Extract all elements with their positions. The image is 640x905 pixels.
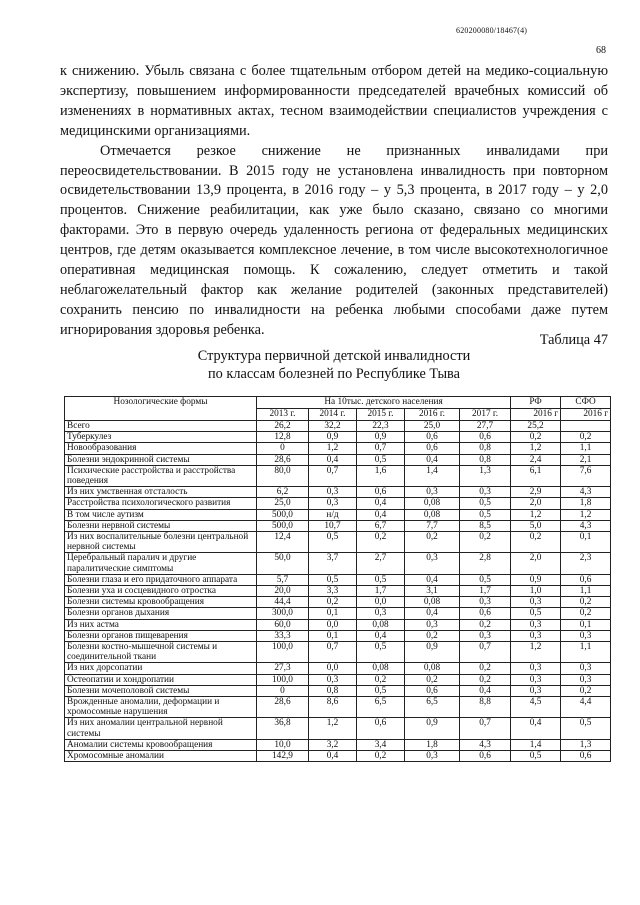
- table-cell: 1,2: [511, 443, 561, 454]
- table-row: [65, 454, 611, 465]
- table-cell: 0,4: [357, 630, 405, 641]
- table-cell: 1,0: [511, 586, 561, 597]
- header-sfo: СФО: [561, 397, 611, 409]
- table-cell: 8,5: [460, 520, 511, 531]
- row-label: Из них воспалительные болезни центральной нервной системы: [65, 532, 257, 553]
- table-cell: 0,8: [460, 443, 511, 454]
- table-row: [65, 432, 611, 443]
- table-cell: 1,6: [357, 465, 405, 486]
- table-row: [65, 498, 611, 509]
- paragraph-2: Отмечается резкое снижение не признанных инвалидами при переосвидетельствовании. В 2015 году не установлена инвалидность при повторном освидетельствовании 13,9 процента, в 2016 году – у 5,3 процента, в 2017 году – у 2,0 процентов. Снижение реабилитации, как уже было сказано, связано со многими факторами. Это в первую очередь удаленность региона от федеральных медицинских центров, где детям оказывается комплексное лечение, в том числе высокотехнологичное оперативная медицинская помощь. К сожалению, следует отметить и такой неблагожелательный фактор как желание родителей (законных представителей) сохранить пенсию по инвалидности на ребенка любыми способами даже путем игнорирования здоровья ребенка.: [60, 142, 608, 338]
- table-row: [65, 574, 611, 585]
- table-cell: 20,0: [257, 586, 309, 597]
- table-cell: 0,0: [357, 597, 405, 608]
- table-cell: 0,2: [561, 608, 611, 619]
- table-cell: 0: [257, 443, 309, 454]
- table-cell: 1,3: [460, 465, 511, 486]
- header-nosology: Нозологические формы: [65, 397, 257, 421]
- table-row: [65, 443, 611, 454]
- table-cell: 100,0: [257, 674, 309, 685]
- table-cell: 0,08: [405, 509, 460, 520]
- table-cell: 6,5: [357, 697, 405, 718]
- table-cell: 0,6: [405, 685, 460, 696]
- header-rf-year: 2016 г: [511, 409, 561, 421]
- table-cell: 0,2: [309, 597, 357, 608]
- table-cell: 3,3: [309, 586, 357, 597]
- table-cell: 0,2: [405, 532, 460, 553]
- table-cell: 80,0: [257, 465, 309, 486]
- row-label: Туберкулез: [65, 432, 257, 443]
- table-cell: 0,7: [357, 443, 405, 454]
- row-label: Болезни органов пищеварения: [65, 630, 257, 641]
- table-cell: 0,6: [405, 432, 460, 443]
- table-cell: 0,2: [460, 532, 511, 553]
- table-cell: 0,7: [309, 642, 357, 663]
- page-number: 68: [596, 45, 606, 56]
- table-cell: 0,4: [405, 454, 460, 465]
- table-cell: 0,2: [561, 597, 611, 608]
- disability-structure-table: [64, 396, 611, 762]
- header-year: 2016 г.: [405, 409, 460, 421]
- table-title-line-1: Структура первичной детской инвалидности: [197, 348, 471, 364]
- table-cell: 4,3: [561, 487, 611, 498]
- table-body: [65, 421, 611, 762]
- table-cell: 1,8: [561, 498, 611, 509]
- table-cell: 0,4: [309, 454, 357, 465]
- header-year: 2015 г.: [357, 409, 405, 421]
- table-cell: 6,5: [405, 697, 460, 718]
- table-cell: 12,8: [257, 432, 309, 443]
- table-row: [65, 718, 611, 739]
- table-cell: 0,3: [511, 619, 561, 630]
- table-cell: 0,6: [561, 751, 611, 762]
- table-header-row-1: [65, 397, 611, 409]
- table-cell: 0,08: [405, 663, 460, 674]
- table-cell: 1,2: [309, 718, 357, 739]
- table-cell: 0,6: [460, 751, 511, 762]
- table-cell: 0,3: [405, 487, 460, 498]
- table-row: [65, 532, 611, 553]
- table-cell: 0,6: [357, 487, 405, 498]
- table-cell: 0,6: [561, 574, 611, 585]
- table-cell: 0,3: [405, 751, 460, 762]
- table-cell: 0,7: [460, 718, 511, 739]
- table-row: [65, 465, 611, 486]
- table-row: [65, 487, 611, 498]
- table-cell: 0,2: [405, 630, 460, 641]
- table-row: [65, 553, 611, 574]
- table-cell: 28,6: [257, 697, 309, 718]
- table-cell: 0,3: [405, 553, 460, 574]
- table-cell: 0,6: [357, 718, 405, 739]
- table-cell: 0,8: [460, 454, 511, 465]
- table-cell: 0,6: [460, 608, 511, 619]
- table-cell: 25,0: [405, 421, 460, 432]
- table-cell: 1,3: [561, 739, 611, 750]
- table-cell: 3,2: [309, 739, 357, 750]
- table-cell: 7,6: [561, 465, 611, 486]
- table-cell: 0,6: [405, 443, 460, 454]
- table-cell: 0,6: [460, 432, 511, 443]
- table-cell: 0,4: [357, 509, 405, 520]
- table-row: [65, 619, 611, 630]
- table-cell: 0,3: [460, 630, 511, 641]
- table-cell: 0,8: [309, 685, 357, 696]
- table-cell: 4,5: [511, 697, 561, 718]
- table-cell: 6,7: [357, 520, 405, 531]
- table-row: [65, 697, 611, 718]
- table-row: [65, 674, 611, 685]
- document-id: 620200080/18467(4): [456, 26, 528, 35]
- table-cell: 27,7: [460, 421, 511, 432]
- table-cell: 3,7: [309, 553, 357, 574]
- header-year: 2017 г.: [460, 409, 511, 421]
- table-cell: 0,7: [309, 465, 357, 486]
- row-label: Болезни глаза и его придаточного аппарата: [65, 574, 257, 585]
- row-label: Расстройства психологического развития: [65, 498, 257, 509]
- header-rf: РФ: [511, 397, 561, 409]
- table-cell: 0,3: [309, 487, 357, 498]
- row-label: Болезни эндокринной системы: [65, 454, 257, 465]
- table-cell: 0,3: [561, 663, 611, 674]
- table-cell: 0,4: [405, 574, 460, 585]
- row-label: Из них умственная отсталость: [65, 487, 257, 498]
- table-cell: н/д: [309, 509, 357, 520]
- table-cell: 3,4: [357, 739, 405, 750]
- header-year: 2014 г.: [309, 409, 357, 421]
- table-row: [65, 520, 611, 531]
- table-cell: 0,4: [309, 751, 357, 762]
- table-row: [65, 751, 611, 762]
- table-cell: 2,8: [460, 553, 511, 574]
- table-cell: 0,1: [309, 630, 357, 641]
- table-cell: 0,3: [511, 674, 561, 685]
- table-cell: 1,7: [460, 586, 511, 597]
- table-cell: 1,8: [405, 739, 460, 750]
- table-cell: 500,0: [257, 509, 309, 520]
- table-row: [65, 608, 611, 619]
- table-cell: 1,7: [357, 586, 405, 597]
- table-cell: 10,7: [309, 520, 357, 531]
- table-cell: 0,2: [460, 663, 511, 674]
- row-label: Новообразования: [65, 443, 257, 454]
- row-label: Болезни мочеполовой системы: [65, 685, 257, 696]
- table-cell: 0,3: [561, 674, 611, 685]
- row-label: Врожденные аномалии, деформации и хромосомные нарушения: [65, 697, 257, 718]
- table-cell: 1,1: [561, 443, 611, 454]
- table-cell: 0,1: [561, 619, 611, 630]
- table-cell: 1,2: [561, 509, 611, 520]
- table-cell: 4,4: [561, 697, 611, 718]
- table-cell: 0,9: [405, 718, 460, 739]
- table-cell: 3,1: [405, 586, 460, 597]
- table-cell: 5,0: [511, 520, 561, 531]
- row-label: Из них астма: [65, 619, 257, 630]
- table-cell: 5,7: [257, 574, 309, 585]
- table-row: [65, 586, 611, 597]
- table-label: Таблица 47: [539, 332, 608, 348]
- table-cell: 8,6: [309, 697, 357, 718]
- row-label: Хромосомные аномалии: [65, 751, 257, 762]
- table-cell: 0,4: [357, 498, 405, 509]
- table-cell: 0,08: [357, 663, 405, 674]
- table-cell: 0,3: [561, 630, 611, 641]
- table-cell: 0,5: [357, 642, 405, 663]
- table-cell: 0,0: [309, 663, 357, 674]
- table-cell: 50,0: [257, 553, 309, 574]
- row-label: Церебральный паралич и другие паралитические симптомы: [65, 553, 257, 574]
- table-cell: 12,4: [257, 532, 309, 553]
- table-cell: 0,5: [357, 454, 405, 465]
- row-label: Остеопатии и хондропатии: [65, 674, 257, 685]
- table-cell: 0,1: [309, 608, 357, 619]
- table-cell: 300,0: [257, 608, 309, 619]
- row-label: Болезни костно-мышечной системы и соединительной ткани: [65, 642, 257, 663]
- table-row: [65, 630, 611, 641]
- row-label: Болезни уха и сосцевидного отростка: [65, 586, 257, 597]
- table-cell: 0,5: [460, 574, 511, 585]
- table-cell: 0,08: [405, 498, 460, 509]
- table-cell: 0,5: [511, 608, 561, 619]
- row-label: Из них дорсопатии: [65, 663, 257, 674]
- table-cell: 22,3: [357, 421, 405, 432]
- table-cell: 0,5: [460, 509, 511, 520]
- table-cell: 2,1: [561, 454, 611, 465]
- table-cell: 0,3: [511, 597, 561, 608]
- table-row: [65, 509, 611, 520]
- table-cell: 27,3: [257, 663, 309, 674]
- table-cell: 36,8: [257, 718, 309, 739]
- table-cell: 60,0: [257, 619, 309, 630]
- table-row: [65, 597, 611, 608]
- table-cell: 8,8: [460, 697, 511, 718]
- table-cell: 500,0: [257, 520, 309, 531]
- table-cell: 0,4: [511, 718, 561, 739]
- table-cell: 0,0: [309, 619, 357, 630]
- paragraph-1: к снижению. Убыль связана с более тщательным отбором детей на медико-социальную экспертизу, повышением информированности председателей врачебных комиссий об изменениях в нормативных актах, тесном взаимодействии специалистов учреждения с медицинскими организациями.: [60, 63, 608, 139]
- table-cell: 0,5: [357, 574, 405, 585]
- header-sfo-year: 2016 г: [561, 409, 611, 421]
- table-cell: 0,2: [357, 751, 405, 762]
- table-cell: 4,3: [561, 520, 611, 531]
- table-cell: 1,2: [511, 509, 561, 520]
- table-cell: 0,1: [561, 532, 611, 553]
- row-label: В том числе аутизм: [65, 509, 257, 520]
- table-cell: 0,2: [460, 674, 511, 685]
- table-cell: 142,9: [257, 751, 309, 762]
- table-cell: 0,9: [405, 642, 460, 663]
- table-cell: 0,4: [460, 685, 511, 696]
- table-cell: 6,2: [257, 487, 309, 498]
- table-cell: 2,0: [511, 553, 561, 574]
- table-cell: 1,1: [561, 586, 611, 597]
- row-label: Всего: [65, 421, 257, 432]
- table-cell: 0,2: [511, 532, 561, 553]
- table-cell: 0,2: [405, 674, 460, 685]
- table-cell: 0,5: [460, 498, 511, 509]
- table-cell: 4,3: [460, 739, 511, 750]
- table-cell: 0,3: [460, 487, 511, 498]
- table-cell: 0,5: [309, 574, 357, 585]
- table-cell: 6,1: [511, 465, 561, 486]
- table-cell: 2,3: [561, 553, 611, 574]
- table-row: [65, 685, 611, 696]
- row-label: Болезни органов дыхания: [65, 608, 257, 619]
- table-cell: 1,1: [561, 642, 611, 663]
- table-cell: 0,2: [460, 619, 511, 630]
- table-row: [65, 642, 611, 663]
- row-label: Аномалии системы кровообращения: [65, 739, 257, 750]
- table-cell: 0,5: [511, 751, 561, 762]
- table-row: [65, 421, 611, 432]
- table-cell: 0,08: [405, 597, 460, 608]
- table-cell: 0,3: [405, 619, 460, 630]
- table-cell: 0,3: [309, 498, 357, 509]
- table-cell: 0,3: [460, 597, 511, 608]
- table-cell: 0,9: [511, 574, 561, 585]
- table-cell: 25,0: [257, 498, 309, 509]
- table-cell: 10,0: [257, 739, 309, 750]
- table-cell: 0,2: [357, 532, 405, 553]
- table-row: [65, 739, 611, 750]
- row-label: Из них аномалии центральной нервной системы: [65, 718, 257, 739]
- row-label: Болезни системы кровообращения: [65, 597, 257, 608]
- table-cell: 0,7: [460, 642, 511, 663]
- table-cell: 32,2: [309, 421, 357, 432]
- table-cell: 44,4: [257, 597, 309, 608]
- table-cell: 1,4: [511, 739, 561, 750]
- table-cell: 0,5: [561, 718, 611, 739]
- table-title: [60, 347, 608, 383]
- table-cell: 0,9: [309, 432, 357, 443]
- table-row: [65, 663, 611, 674]
- table-cell: 0,2: [357, 674, 405, 685]
- table-cell: 0,3: [511, 685, 561, 696]
- table-cell: 7,7: [405, 520, 460, 531]
- table-cell: 26,2: [257, 421, 309, 432]
- table-cell: 0: [257, 685, 309, 696]
- table-cell: 0,9: [357, 432, 405, 443]
- table-cell: 25,2: [511, 421, 561, 432]
- table-cell: 0,08: [357, 619, 405, 630]
- table-cell: 0,3: [309, 674, 357, 685]
- table-cell: 0,4: [405, 608, 460, 619]
- table-cell: 100,0: [257, 642, 309, 663]
- table-title-line-2: по классам болезней по Республике Тыва: [208, 366, 460, 382]
- table-cell: [561, 421, 611, 432]
- table-cell: 1,2: [309, 443, 357, 454]
- table-cell: 0,5: [309, 532, 357, 553]
- body-text: [60, 62, 608, 341]
- table-cell: 2,9: [511, 487, 561, 498]
- table-cell: 28,6: [257, 454, 309, 465]
- table-cell: 1,4: [405, 465, 460, 486]
- row-label: Психические расстройства и расстройства поведения: [65, 465, 257, 486]
- table-cell: 0,2: [561, 685, 611, 696]
- table-cell: 2,4: [511, 454, 561, 465]
- table-cell: 0,3: [357, 608, 405, 619]
- header-year: 2013 г.: [257, 409, 309, 421]
- header-group: На 10тыс. детского населения: [257, 397, 511, 409]
- table-cell: 2,0: [511, 498, 561, 509]
- table-cell: 0,3: [511, 663, 561, 674]
- table-cell: 0,3: [511, 630, 561, 641]
- table-cell: 33,3: [257, 630, 309, 641]
- table-cell: 1,2: [511, 642, 561, 663]
- table-cell: 0,2: [561, 432, 611, 443]
- table-cell: 0,2: [511, 432, 561, 443]
- table-cell: 0,5: [357, 685, 405, 696]
- table-cell: 2,7: [357, 553, 405, 574]
- row-label: Болезни нервной системы: [65, 520, 257, 531]
